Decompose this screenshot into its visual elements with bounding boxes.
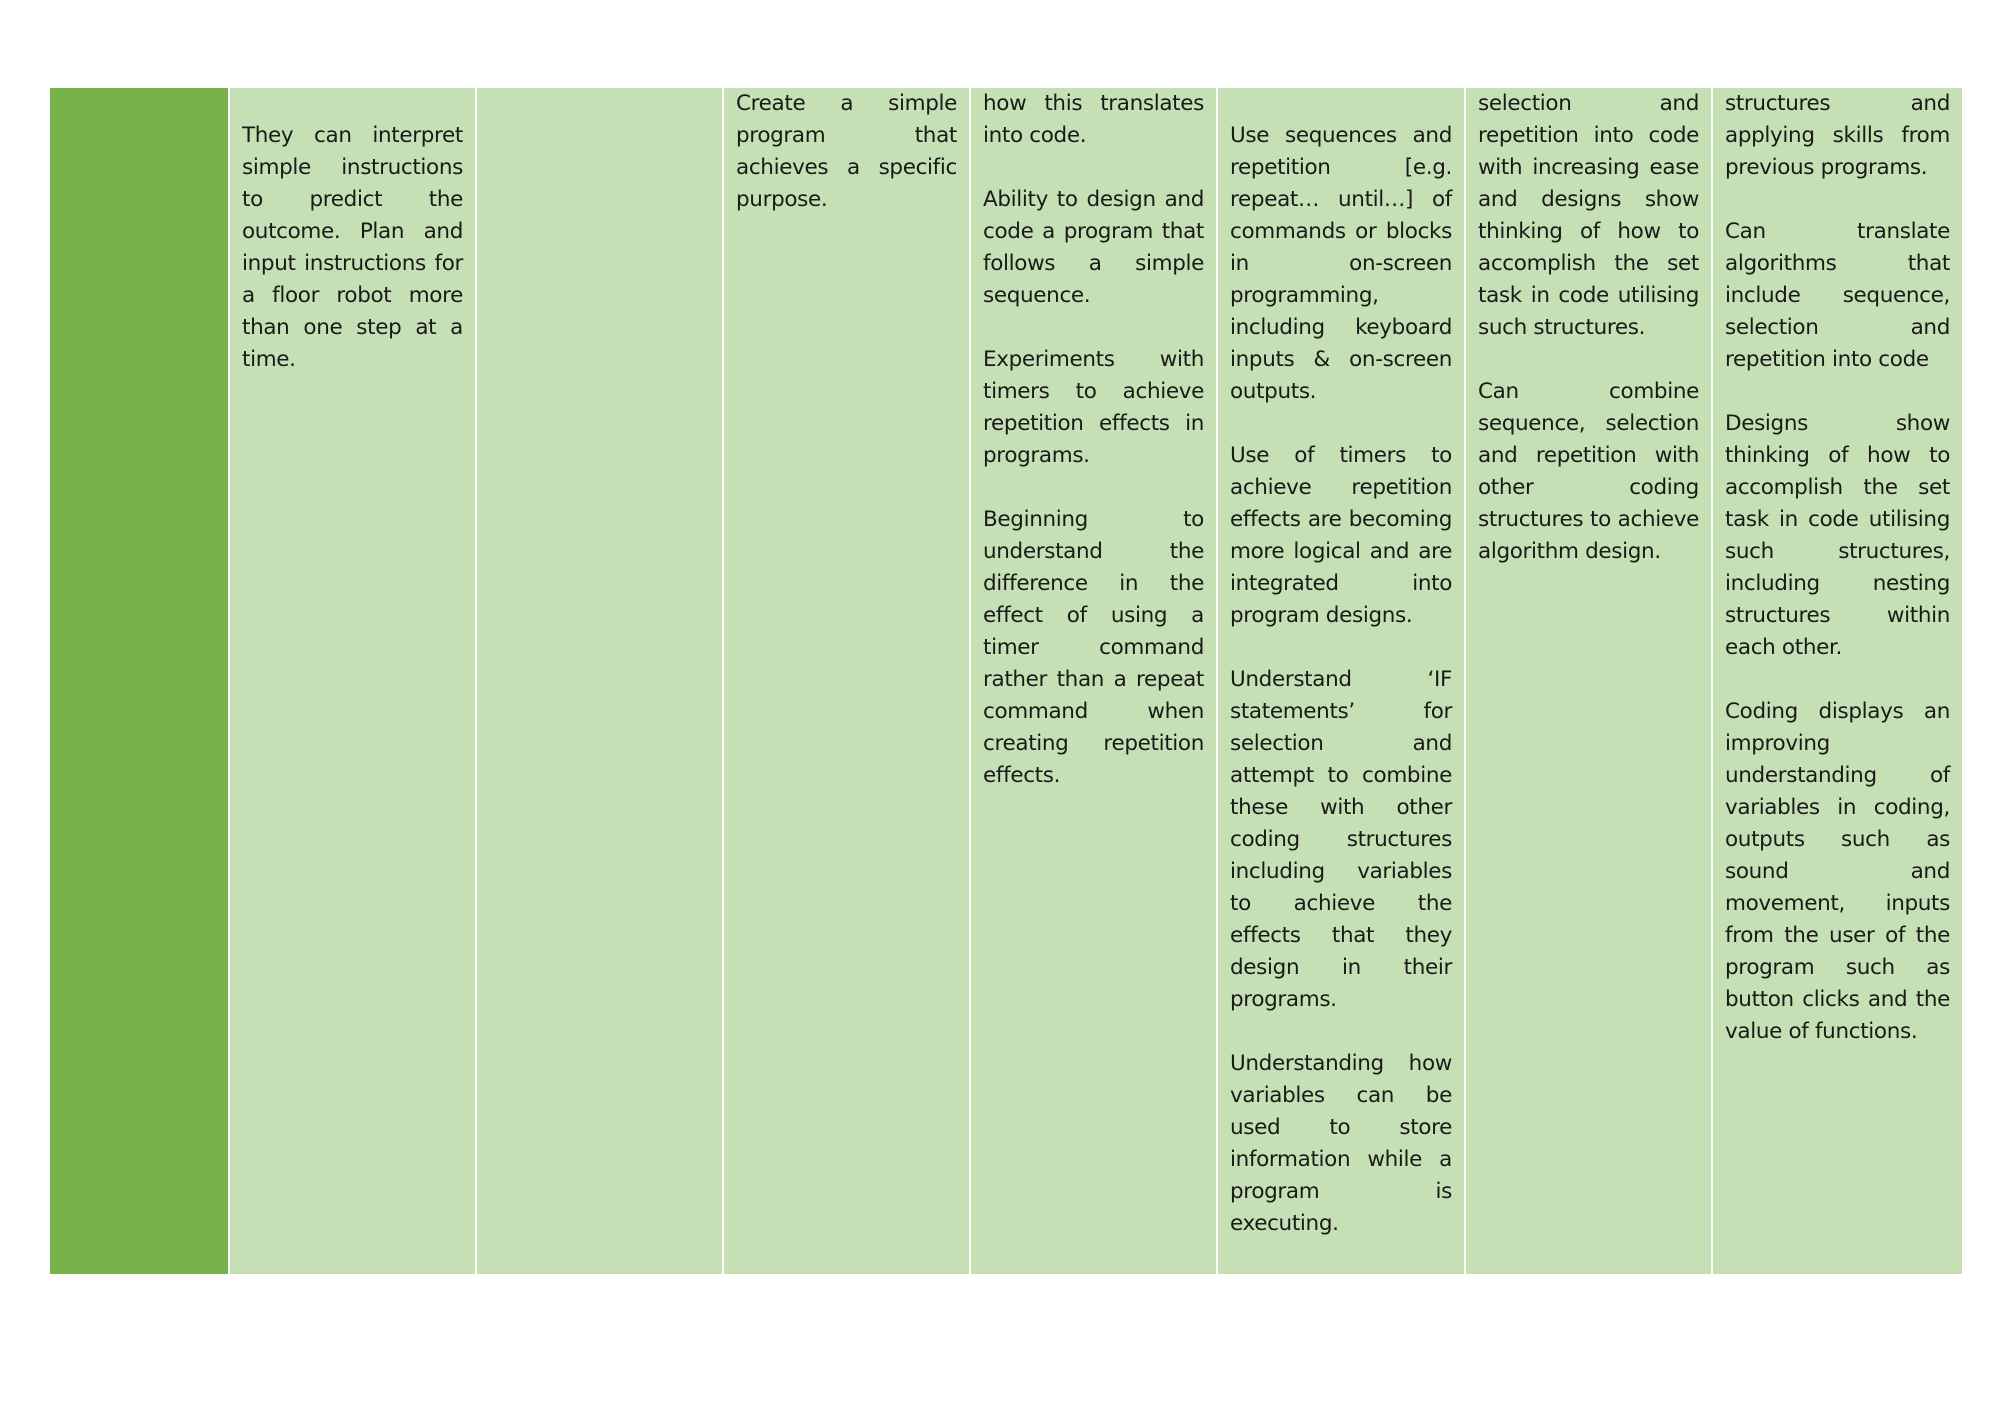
cell-paragraph: selection and repetition into code with increasing ease and designs show thinking of how to accomplish the set task in code utilising such structures. <box>1478 91 1699 340</box>
cell-paragraph: Experiments with timers to achieve repetition effects in programs. <box>983 347 1204 468</box>
table-cell-col-1 <box>230 88 477 1274</box>
table-cell-col-2 <box>477 88 724 1274</box>
cell-paragraph: Ability to design and code a program that follows a simple sequence. <box>983 187 1204 308</box>
table-cell-col-6 <box>1466 88 1713 1274</box>
cell-paragraph: Use of timers to achieve repetition effects are becoming more logical and are integrated into program designs. <box>1230 443 1452 628</box>
cell-paragraph: Use sequences and repetition [e.g. repeat… until…] of commands or blocks in on-screen programming, including keyboard inputs & on-screen outputs. <box>1230 123 1452 404</box>
cell-paragraph: Create a simple program that achieves a specific purpose. <box>736 91 957 212</box>
table-cell-col-4 <box>971 88 1218 1274</box>
table-cell-col-3 <box>724 88 971 1274</box>
table-cell-col-7 <box>1713 88 1962 1274</box>
cell-paragraph: Coding displays an improving understanding of variables in coding, outputs such as sound and movement, inputs from the user of the program such as button clicks and the value of functions. <box>1725 699 1950 1044</box>
cell-paragraph: how this translates into code. <box>983 91 1204 148</box>
cell-paragraph: Understanding how variables can be used to store information while a program is executing. <box>1230 1051 1452 1236</box>
cell-paragraph: Beginning to understand the difference in the effect of using a timer command rather than a repeat command when creating repetition effects. <box>983 507 1204 788</box>
table-cell-row-header <box>50 88 230 1274</box>
cell-paragraph: Understand ‘IF statements’ for selection and attempt to combine these with other coding structures including variables to achieve the effects that they design in their programs. <box>1230 667 1452 1012</box>
cell-paragraph: structures and applying skills from previous programs. <box>1725 91 1950 180</box>
cell-paragraph: Can combine sequence, selection and repetition with other coding structures to achieve algorithm design. <box>1478 379 1699 564</box>
cell-paragraph: They can interpret simple instructions to predict the outcome. Plan and input instructions for a floor robot more than one step at a time. <box>242 123 463 372</box>
table-cell-col-5 <box>1218 88 1466 1274</box>
cell-paragraph: Designs show thinking of how to accomplish the set task in code utilising such structures, including nesting structures within each other. <box>1725 411 1950 660</box>
progression-table <box>50 88 1962 1274</box>
cell-paragraph: Can translate algorithms that include sequence, selection and repetition into code <box>1725 219 1950 372</box>
